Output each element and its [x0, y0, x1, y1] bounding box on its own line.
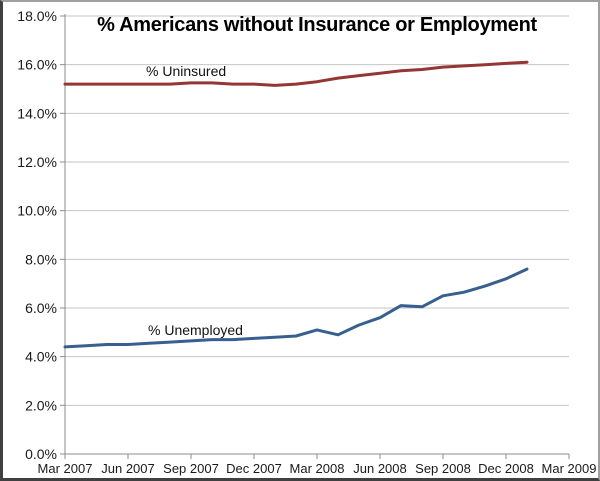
- series-line-uninsured: [65, 62, 527, 85]
- line-chart: [3, 2, 598, 478]
- x-axis-label: Jun 2007: [101, 461, 155, 476]
- x-axis-label: Mar 2007: [37, 461, 93, 476]
- y-axis-label: 12.0%: [17, 154, 57, 170]
- uninsured-series-label: % Uninsured: [146, 63, 227, 79]
- y-axis-label: 0.0%: [25, 446, 57, 462]
- x-axis-label: Jun 2008: [353, 461, 407, 476]
- y-axis-label: 6.0%: [25, 300, 57, 316]
- y-axis-label: 16.0%: [17, 56, 57, 73]
- x-axis-label: Mar 2009: [541, 461, 597, 476]
- unemployed-series-label: % Unemployed: [148, 322, 243, 338]
- x-axis-label: Dec 2007: [226, 461, 282, 476]
- x-axis-label: Sep 2007: [163, 461, 219, 476]
- x-axis-label: Dec 2008: [478, 461, 534, 476]
- y-axis-label: 14.0%: [17, 105, 57, 122]
- y-axis-label: 18.0%: [17, 8, 57, 24]
- chart-title: % Americans without Insurance or Employment: [97, 14, 537, 36]
- y-axis-label: 4.0%: [25, 348, 57, 365]
- plot-area: [17, 8, 596, 476]
- x-axis-label: Sep 2008: [415, 461, 471, 476]
- y-axis-label: 2.0%: [25, 397, 57, 414]
- y-axis-label: 10.0%: [17, 202, 57, 219]
- y-axis-label: 8.0%: [25, 251, 57, 268]
- x-axis-label: Mar 2008: [289, 461, 345, 476]
